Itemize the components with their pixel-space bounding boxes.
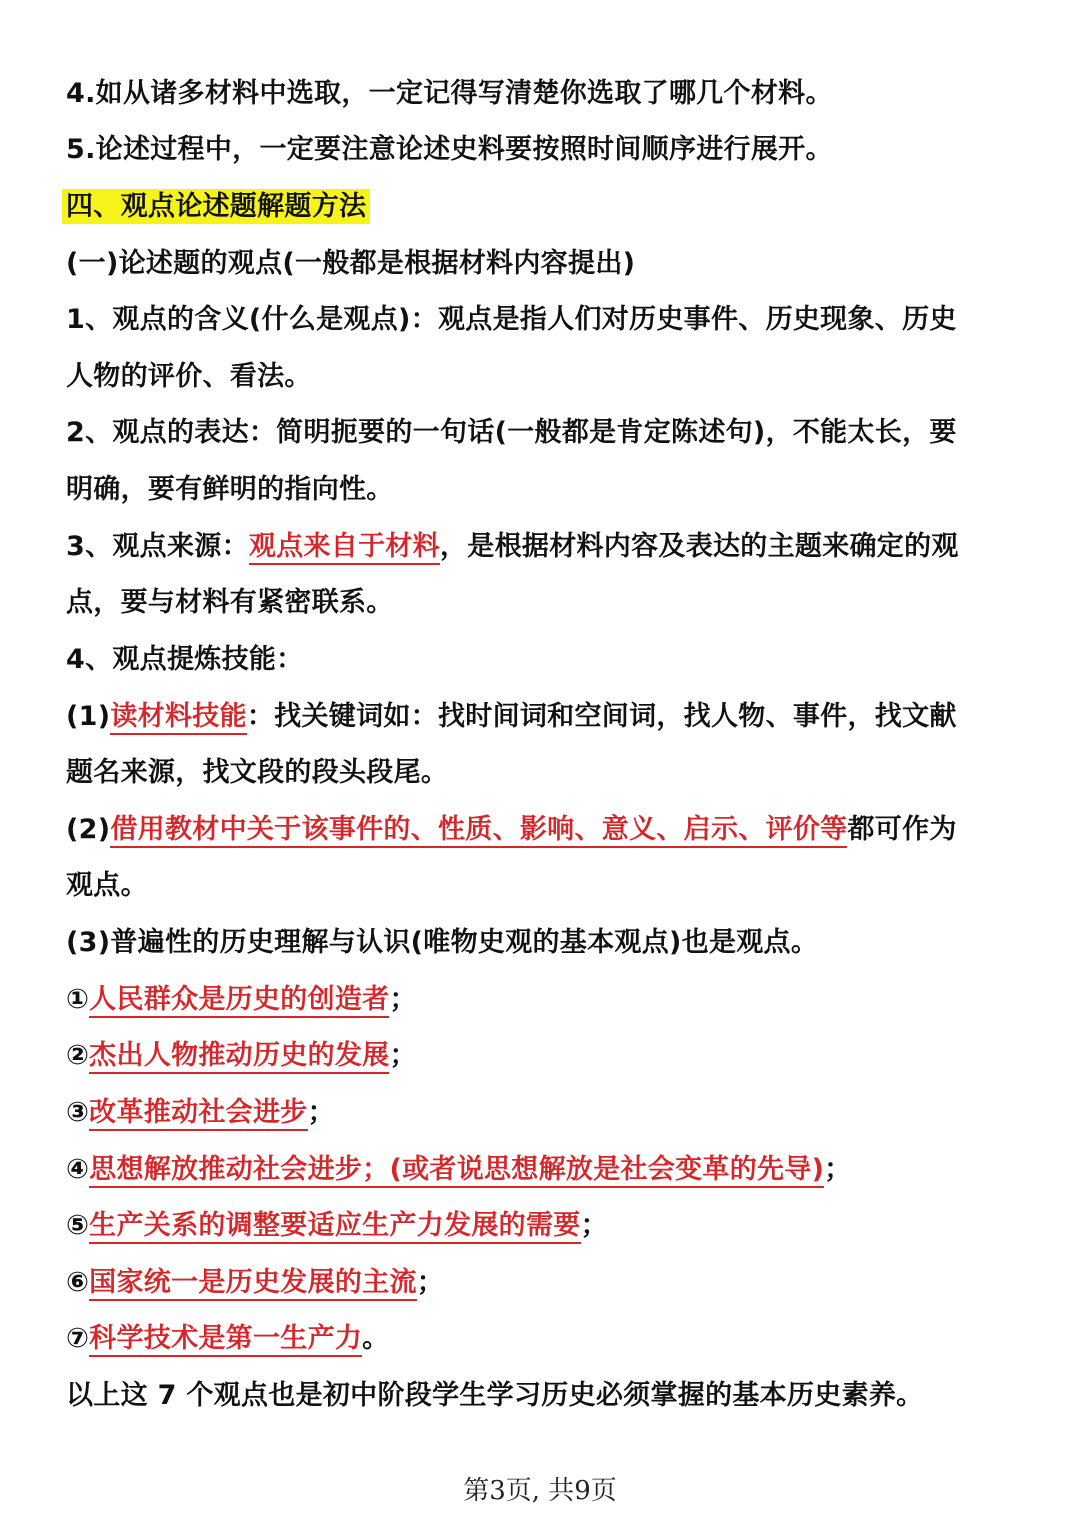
source-line-1 [66,527,1018,567]
tip-5 [66,130,1018,170]
skill-2-key-phrase: 借用教材中关于该事件的、性质、影响、意义、启示、评价等 [110,814,847,848]
viewpoint-2-text: 杰出人物推动历史的发展 [89,1040,389,1074]
section-heading [66,187,1018,227]
viewpoint-3-text: 改革推动社会进步 [89,1097,307,1131]
skill-1-text: ：找关键词如：找时间词和空间词，找人物、事件，找文献 [246,701,957,732]
viewpoint-1-punct: ； [389,984,417,1015]
viewpoint-2 [66,1036,1018,1076]
source-key-phrase: 观点来自于材料 [249,531,440,565]
skill-1-text-2: 题名来源，找文段的段头段尾。 [66,757,449,788]
tip-4 [66,74,1018,114]
tip-4-text: 4.如从诸多材料中选取，一定记得写清楚你选取了哪几个材料。 [66,78,833,109]
viewpoint-4-number: ④ [66,1154,90,1185]
summary-text: 以上这 7 个观点也是初中阶段学生学习历史必须掌握的基本历史素养。 [66,1380,924,1411]
skill-3-text: (3)普遍性的历史理解与认识(唯物史观的基本观点)也是观点。 [66,927,819,958]
expression-text-2: 明确，要有鲜明的指向性。 [66,474,394,505]
viewpoint-7 [66,1319,1018,1359]
subheading-1-text: (一)论述题的观点(一般都是根据材料内容提出) [66,248,636,279]
definition-line-1 [66,300,1018,340]
summary-line [66,1376,1018,1416]
skill-heading [66,640,1018,680]
source-explanation: ，是根据材料内容及表达的主题来确定的观 [440,531,959,562]
viewpoint-6-punct: ； [416,1267,445,1298]
viewpoint-5-punct: ； [580,1210,608,1241]
viewpoint-3-punct: ； [307,1097,335,1128]
viewpoint-5-text: 生产关系的调整要适应生产力发展的需要 [89,1210,580,1244]
tip-5-text: 5.论述过程中，一定要注意论述史料要按照时间顺序进行展开。 [66,134,833,165]
skill-2-line-1 [66,810,1018,850]
viewpoint-6-number: ⑥ [66,1267,90,1298]
section-heading-text: 四、观点论述题解题方法 [62,189,370,224]
viewpoint-3 [66,1093,1018,1133]
source-text-2: 点，要与材料有紧密联系。 [66,587,394,618]
skill-2-text: 都可作为 [847,814,957,845]
viewpoint-4-text: 思想解放推动社会进步；(或者说思想解放是社会变革的先导) [89,1154,824,1188]
skill-1-line-1 [66,697,1018,737]
viewpoint-7-text: 科学技术是第一生产力 [89,1323,362,1357]
viewpoint-5-number: ⑤ [66,1210,90,1241]
definition-line-2 [66,357,1018,397]
viewpoint-4 [66,1150,1018,1190]
viewpoint-5 [66,1206,1018,1246]
skill-2-line-2 [66,866,1018,906]
skill-heading-text: 4、观点提炼技能： [66,644,304,675]
skill-1-number: (1) [66,701,111,732]
skill-3-line [66,923,1018,963]
expression-line-2 [66,470,1018,510]
source-line-2 [66,583,1018,623]
skill-1-key-phrase: 读材料技能 [110,701,247,735]
viewpoint-4-punct: ； [824,1154,852,1185]
viewpoint-6 [66,1263,1018,1303]
definition-text-2: 人物的评价、看法。 [66,361,312,392]
subheading-1 [66,244,1018,284]
viewpoint-2-number: ② [66,1040,90,1071]
expression-line-1 [66,413,1018,453]
viewpoint-2-punct: ； [389,1040,417,1071]
viewpoint-1 [66,980,1018,1020]
viewpoint-7-punct: 。 [362,1323,390,1354]
definition-text-1: 1、观点的含义(什么是观点)：观点是指人们对历史事件、历史现象、历史 [66,304,957,335]
skill-2-text-2: 观点。 [66,870,148,901]
viewpoint-1-text: 人民群众是历史的创造者 [89,984,389,1018]
skill-2-number: (2) [66,814,111,845]
expression-text-1: 2、观点的表达：简明扼要的一句话(一般都是肯定陈述句)，不能太长，要 [66,417,957,448]
viewpoint-6-text: 国家统一是历史发展的主流 [89,1267,417,1301]
skill-1-line-2 [66,753,1018,793]
viewpoint-7-number: ⑦ [66,1323,90,1354]
source-label: 3、观点来源： [66,531,249,562]
viewpoint-3-number: ③ [66,1097,90,1128]
page-number: 第3页, 共9页 [463,1476,617,1506]
viewpoint-1-number: ① [66,984,90,1015]
